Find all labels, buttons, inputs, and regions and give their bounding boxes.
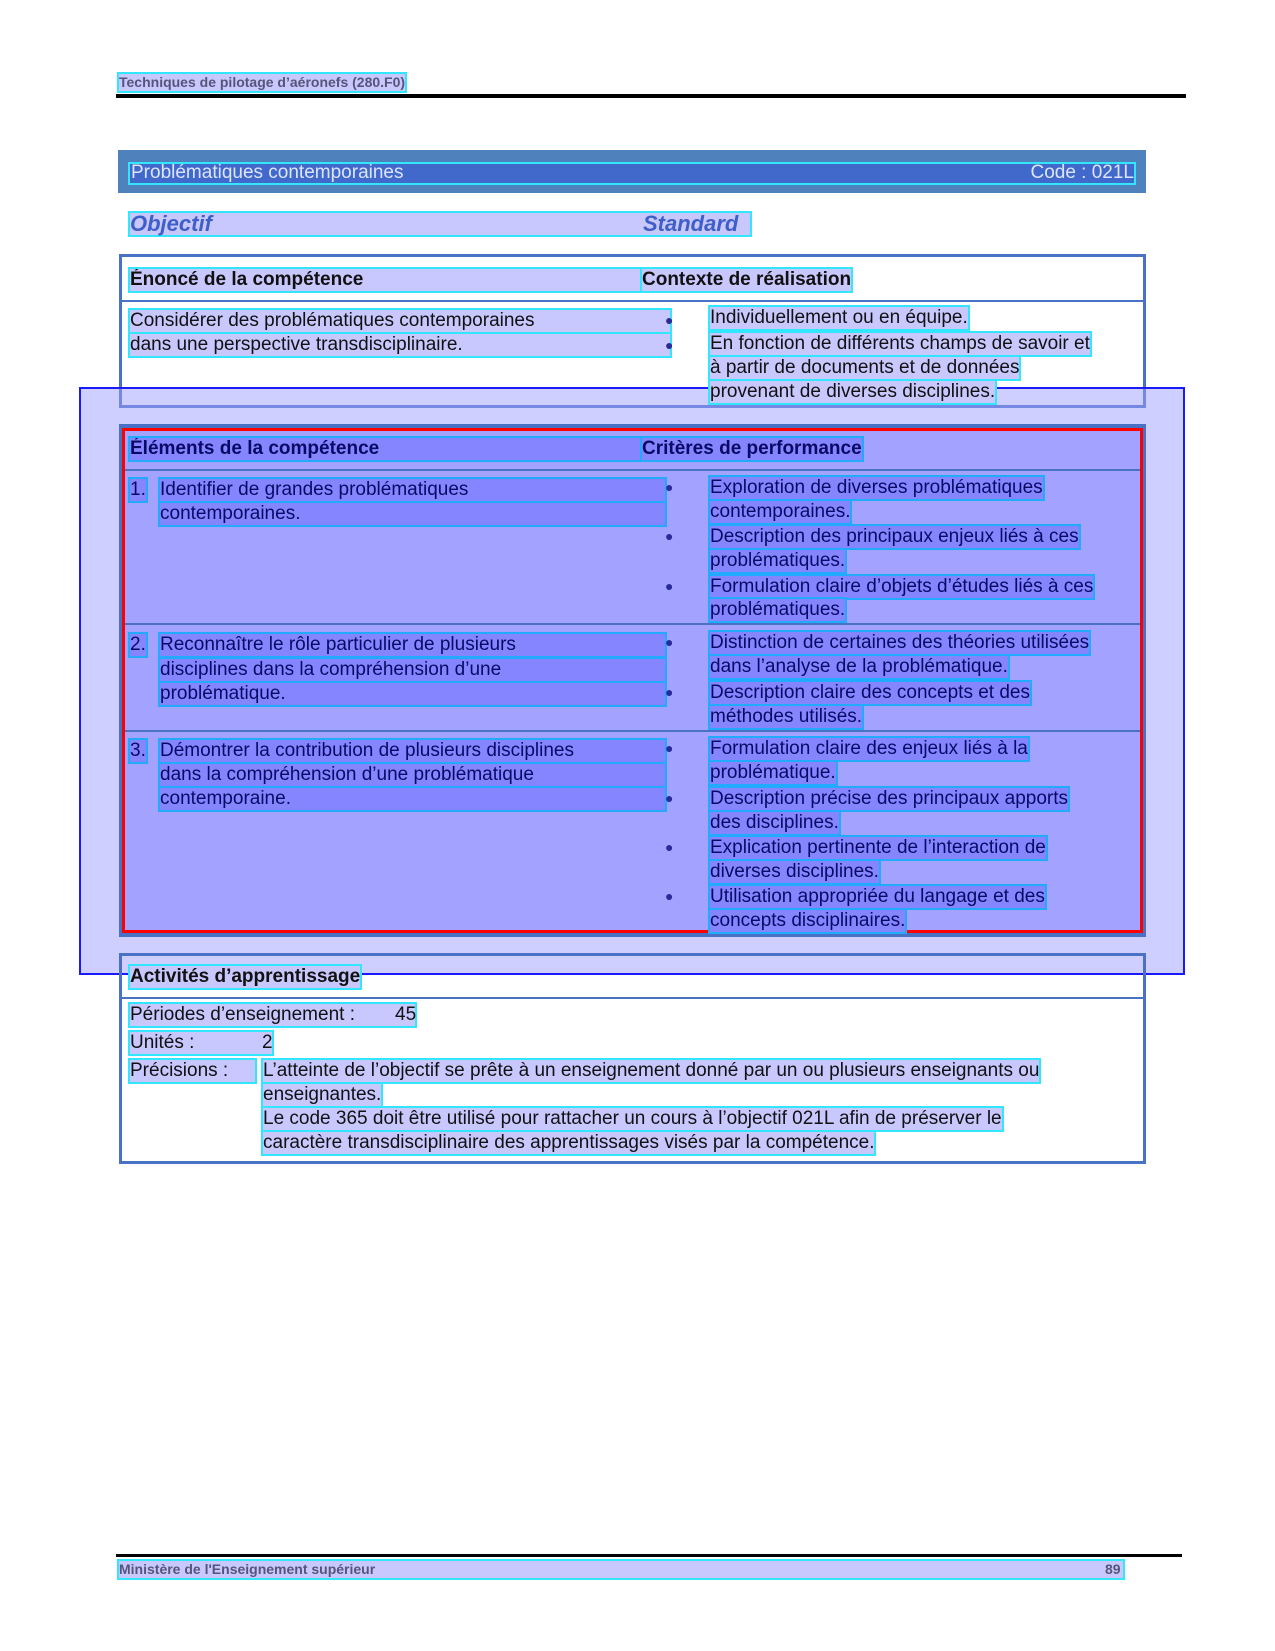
enonce-line: dans une perspective transdisciplinaire.: [130, 334, 670, 356]
footer-rule: [116, 1554, 1182, 1557]
elements-divider: [125, 469, 1140, 471]
element-number: 1.: [130, 479, 146, 500]
criterion-line: diverses disciplines.: [710, 861, 879, 882]
col-enonce-header: Énoncé de la compétence: [130, 269, 640, 291]
bullet-icon: ●: [665, 479, 674, 495]
col-criteres-header: Critères de performance: [642, 438, 862, 459]
criterion-line: Description précise des principaux apports: [710, 788, 1069, 809]
course-title: Problématiques contemporaines: [131, 162, 404, 183]
footer-left: Ministère de l'Enseignement supérieur: [119, 1561, 1123, 1578]
periodes-value: 45: [395, 1004, 417, 1025]
page-number: 89: [1105, 1561, 1121, 1577]
competence-divider: [122, 300, 1143, 302]
bullet-icon: ●: [665, 312, 674, 328]
criterion-line: problématiques.: [710, 599, 846, 620]
criterion-line: Formulation claire d’objets d’études liés à ces: [710, 576, 1094, 597]
criterion-line: Distinction de certaines des théories utilisées: [710, 632, 1090, 653]
precisions-line: caractère transdisciplinaire des apprentissages visés par la compétence.: [263, 1132, 875, 1153]
bullet-icon: ●: [665, 740, 674, 756]
element-number: 2.: [130, 634, 146, 655]
criterion-line: Description des principaux enjeux liés à ces: [710, 526, 1079, 547]
criterion-line: dans l’analyse de la problématique.: [710, 656, 1008, 677]
criterion-line: contemporaines.: [710, 501, 851, 522]
activites-divider: [122, 997, 1143, 999]
col-contexte-header: Contexte de réalisation: [642, 269, 852, 290]
element-line: contemporaine.: [160, 788, 665, 810]
enonce-line: Considérer des problématiques contemporaines: [130, 310, 670, 332]
row-divider: [125, 730, 1140, 732]
criterion-line: méthodes utilisés.: [710, 706, 863, 727]
element-number: 3.: [130, 740, 146, 761]
precisions-label: Précisions :: [130, 1060, 255, 1082]
bullet-icon: ●: [665, 790, 674, 806]
bullet-icon: ●: [665, 839, 674, 855]
element-line: Reconnaître le rôle particulier de plusieurs: [160, 634, 665, 656]
element-line: Identifier de grandes problématiques: [160, 479, 665, 501]
bullet-icon: ●: [665, 337, 674, 353]
element-line: contemporaines.: [160, 503, 665, 525]
criterion-line: des disciplines.: [710, 812, 839, 833]
unites-value: 2: [262, 1032, 273, 1053]
periodes-label: Périodes d’enseignement :: [130, 1004, 355, 1025]
criterion-line: Explication pertinente de l’interaction de: [710, 837, 1046, 858]
running-header: Techniques de pilotage d’aéronefs (280.F0): [119, 74, 406, 90]
objectif-label: Objectif: [130, 211, 212, 236]
criterion-line: Description claire des concepts et des: [710, 682, 1030, 703]
unites-row: [130, 1032, 272, 1054]
element-line: Démontrer la contribution de plusieurs disciplines: [160, 740, 665, 762]
periodes-row: [130, 1004, 415, 1026]
standard-label: Standard: [643, 211, 739, 236]
contexte-line: provenant de diverses disciplines.: [710, 381, 996, 402]
activites-title: Activités d’apprentissage: [130, 966, 361, 987]
criterion-line: concepts disciplinaires.: [710, 910, 906, 931]
unites-label: Unités :: [130, 1032, 195, 1053]
criterion-line: Formulation claire des enjeux liés à la: [710, 738, 1028, 759]
precisions-line: Le code 365 doit être utilisé pour rattacher un cours à l’objectif 021L afin de préserver le: [263, 1108, 1002, 1129]
col-elements-header: Éléments de la compétence: [130, 438, 640, 460]
bullet-icon: ●: [665, 634, 674, 650]
bullet-icon: ●: [665, 528, 674, 544]
contexte-line: à partir de documents et de données: [710, 357, 1020, 378]
criterion-line: problématique.: [710, 762, 836, 783]
course-code: Code : 021L: [1030, 162, 1134, 183]
contexte-line: En fonction de différents champs de savoir et: [710, 333, 1090, 354]
criterion-line: Exploration de diverses problématiques: [710, 477, 1043, 498]
precisions-line: enseignantes.: [263, 1084, 382, 1105]
bullet-icon: ●: [665, 684, 674, 700]
element-line: disciplines dans la compréhension d’une: [160, 659, 665, 681]
element-line: dans la compréhension d’une problématique: [160, 764, 665, 786]
element-line: problématique.: [160, 683, 665, 705]
contexte-line: Individuellement ou en équipe.: [710, 307, 968, 328]
criterion-line: Utilisation appropriée du langage et des: [710, 886, 1045, 907]
row-divider: [125, 623, 1140, 625]
bullet-icon: ●: [665, 888, 674, 904]
criterion-line: problématiques.: [710, 550, 846, 571]
precisions-line: L’atteinte de l’objectif se prête à un enseignement donné par un ou plusieurs enseignants ou: [263, 1060, 1040, 1081]
header-rule: [116, 94, 1186, 98]
bullet-icon: ●: [665, 578, 674, 594]
